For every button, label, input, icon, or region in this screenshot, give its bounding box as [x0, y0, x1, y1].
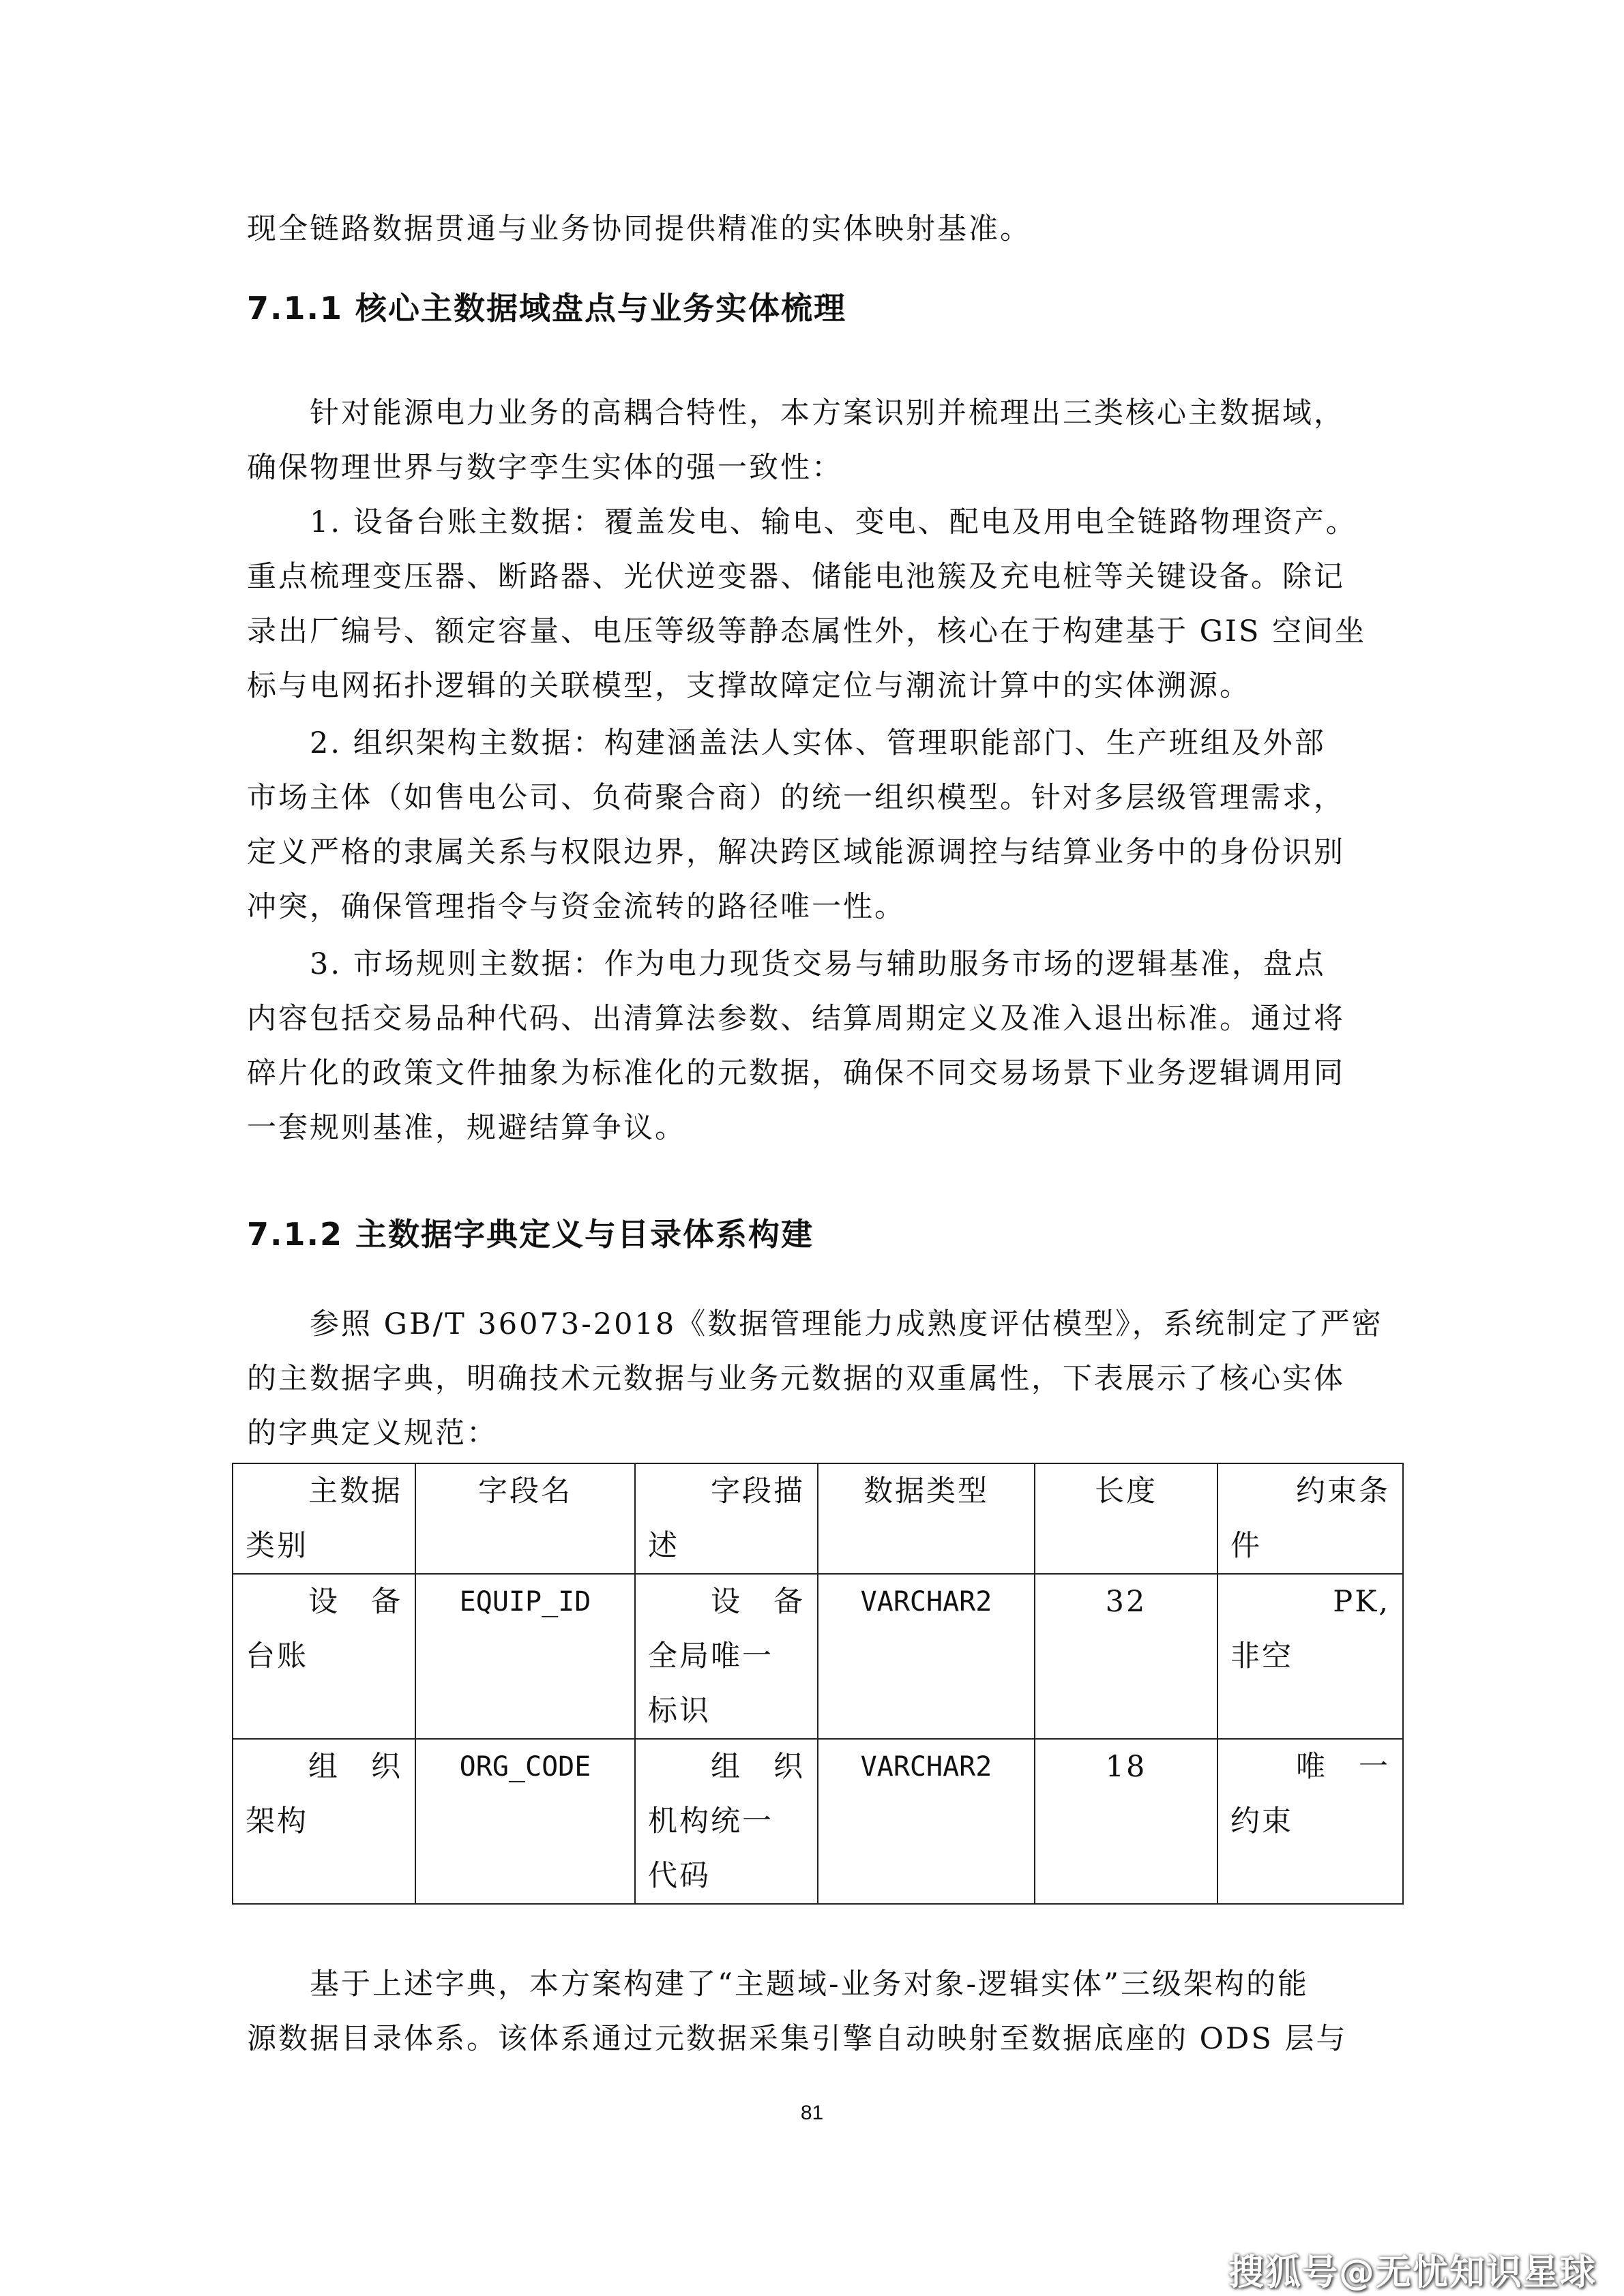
cell-category: 设 备 台账: [233, 1574, 415, 1739]
text-line: 一套规则基准，规避结算争议。: [247, 1111, 686, 1145]
text-line: 内容包括交易品种代码、出清算法参数、结算周期定义及准入退出标准。通过将: [247, 1002, 1345, 1036]
closing-paragraph: [247, 1957, 1387, 2066]
cell-length: 18: [1035, 1739, 1217, 1904]
cell-category: 组 织 架构: [233, 1739, 415, 1904]
header-data-type: 数据类型: [818, 1463, 1035, 1574]
text-line: 3. 市场规则主数据：作为电力现货交易与辅助服务市场的逻辑基准，盘点: [247, 947, 1326, 981]
text-line: 定义严格的隶属关系与权限边界，解决跨区域能源调控与结算业务中的身份识别: [247, 835, 1345, 869]
cell-data-type: VARCHAR2: [818, 1574, 1035, 1739]
table-row: [233, 1739, 1403, 1904]
table-row: [233, 1574, 1403, 1739]
text-line: 录出厂编号、额定容量、电压等级等静态属性外，核心在于构建基于 GIS 空间坐: [247, 614, 1367, 648]
text-line: 市场主体（如售电公司、负荷聚合商）的统一组织模型。针对多层级管理需求，: [247, 781, 1345, 815]
watermark: 搜狐号@无忧知识星球: [1228, 2252, 1597, 2293]
text-line: 源数据目录体系。该体系通过元数据采集引擎自动映射至数据底座的 ODS 层与: [247, 2022, 1348, 2056]
header-field-desc: 字段描 述: [635, 1463, 818, 1574]
text-line: 针对能源电力业务的高耦合特性，本方案识别并梳理出三类核心主数据域，: [247, 396, 1345, 430]
section-heading-7-1-1: 7.1.1 核心主数据域盘点与业务实体梳理: [247, 290, 846, 327]
header-category: 主数据 类别: [233, 1463, 415, 1574]
header-field-name: 字段名: [415, 1463, 635, 1574]
master-data-dictionary-table: [232, 1463, 1404, 1905]
text-line: 标与电网拓扑逻辑的关联模型，支撑故障定位与潮流计算中的实体溯源。: [247, 669, 1251, 703]
cell-constraint: 唯 一 约束: [1217, 1739, 1403, 1904]
list-item-market-rules: [247, 937, 1387, 1155]
section-heading-7-1-2: 7.1.2 主数据字典定义与目录体系构建: [247, 1216, 814, 1253]
text-line: 的主数据字典，明确技术元数据与业务元数据的双重属性，下表展示了核心实体: [247, 1362, 1345, 1396]
cell-field-desc: 组 织 机构统一 代码: [635, 1739, 818, 1904]
text-line: 重点梳理变压器、断路器、光伏逆变器、储能电池簇及充电桩等关键设备。除记: [247, 560, 1345, 594]
cell-field-name: ORG_CODE: [415, 1739, 635, 1904]
text-line: 冲突，确保管理指令与资金流转的路径唯一性。: [247, 890, 906, 924]
cell-length: 32: [1035, 1574, 1217, 1739]
text-line: 现全链路数据贯通与业务协同提供精准的实体映射基准。: [247, 212, 1031, 246]
section-711-intro: [247, 386, 1387, 495]
header-length: 长度: [1035, 1463, 1217, 1574]
cell-field-desc: 设 备 全局唯一 标识: [635, 1574, 818, 1739]
text-line: 2. 组织架构主数据：构建涵盖法人实体、管理职能部门、生产班组及外部: [247, 726, 1326, 760]
text-line: 参照 GB/T 36073-2018《数据管理能力成熟度评估模型》，系统制定了严密: [247, 1307, 1383, 1341]
text-line: 的字典定义规范：: [247, 1416, 498, 1448]
section-712-intro: [247, 1297, 1387, 1448]
page-number: 81: [800, 2102, 824, 2124]
intro-tail-paragraph: [247, 202, 1387, 256]
cell-field-name: EQUIP_ID: [415, 1574, 635, 1739]
list-item-equipment-ledger: [247, 495, 1387, 713]
list-item-organization: [247, 716, 1387, 934]
cell-data-type: VARCHAR2: [818, 1739, 1035, 1904]
cell-constraint: PK, 非空: [1217, 1574, 1403, 1739]
text-line: 基于上述字典，本方案构建了“主题域-业务对象-逻辑实体”三级架构的能: [247, 1967, 1310, 2001]
table-header-row: [233, 1463, 1403, 1574]
text-line: 1. 设备台账主数据：覆盖发电、输电、变电、配电及用电全链路物理资产。: [247, 505, 1357, 539]
text-line: 碎片化的政策文件抽象为标准化的元数据，确保不同交易场景下业务逻辑调用同: [247, 1056, 1345, 1090]
text-line: 确保物理世界与数字孪生实体的强一致性：: [247, 451, 843, 485]
header-constraint: 约束条 件: [1217, 1463, 1403, 1574]
